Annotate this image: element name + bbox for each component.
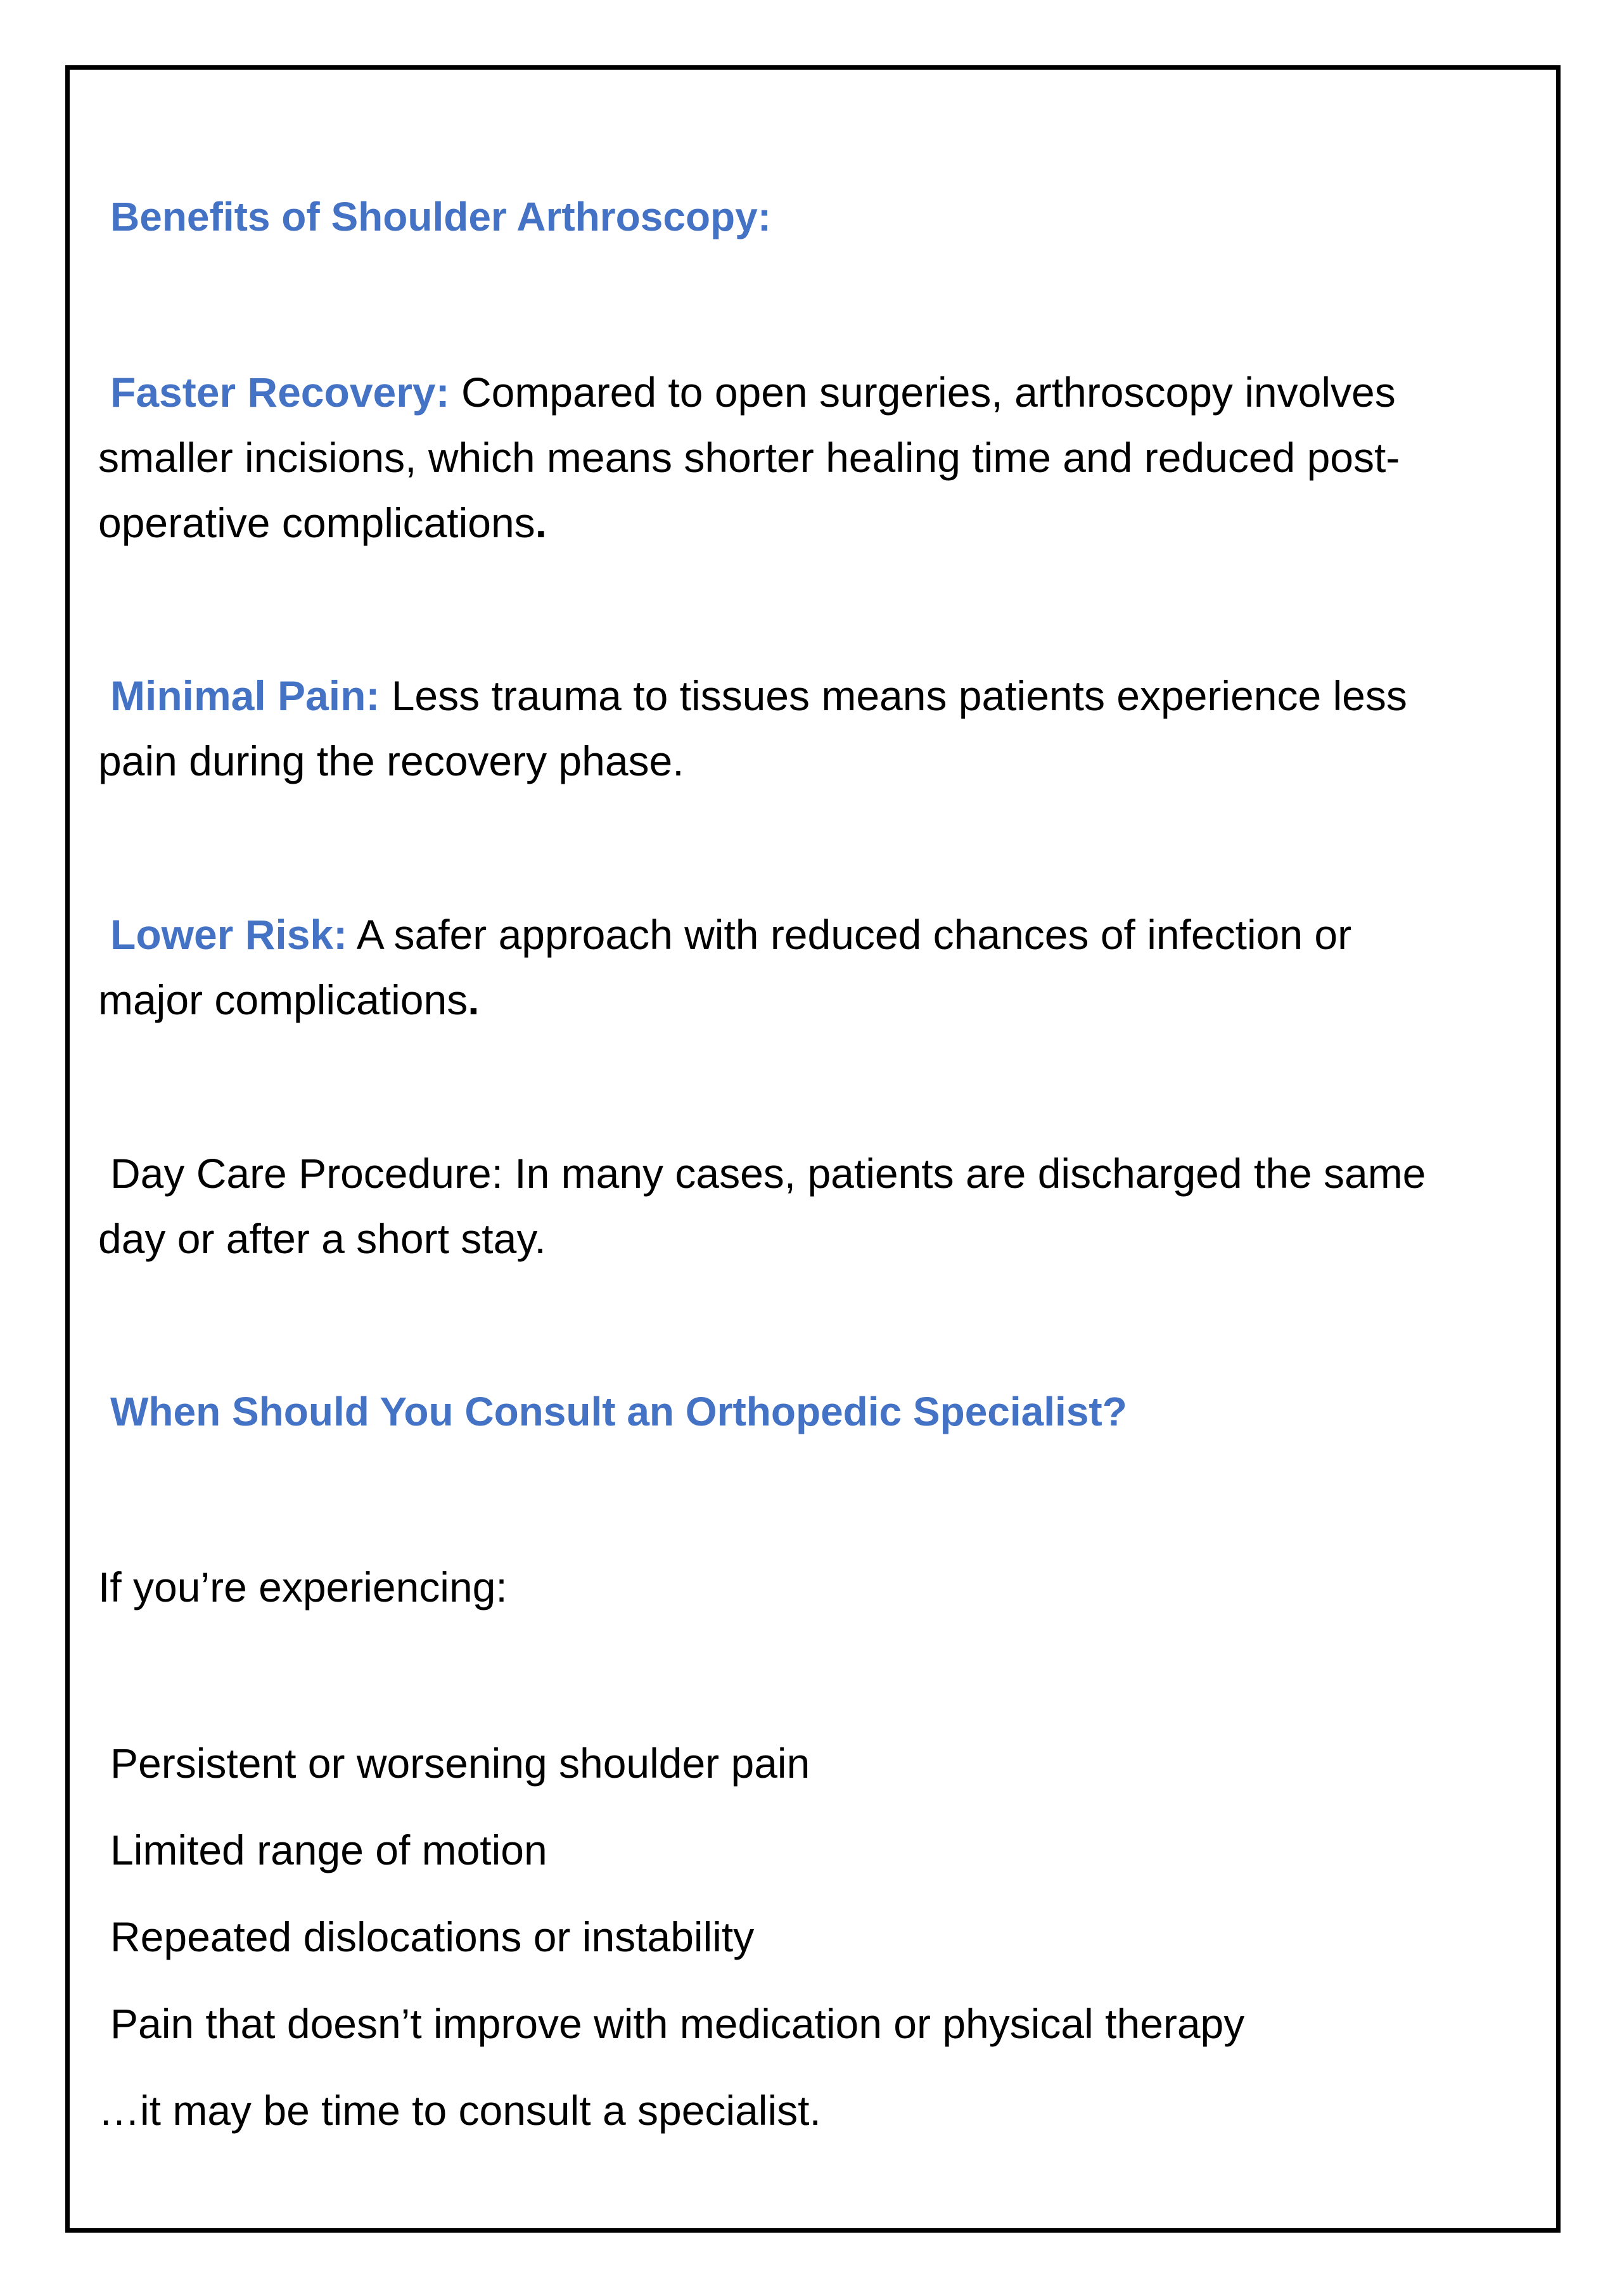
- benefit-faster-recovery-line-1: Faster Recovery: Compared to open surgeries, arthroscopy involves: [110, 369, 1396, 416]
- benefit-label: Faster Recovery:: [110, 369, 450, 416]
- benefit-faster-recovery-line-3: operative complications.: [98, 499, 547, 546]
- benefit-faster-recovery-line-2: smaller incisions, which means shorter healing time and reduced post-: [98, 434, 1400, 481]
- benefit-label: Lower Risk:: [110, 911, 348, 958]
- symptom-list-item: Repeated dislocations or instability: [110, 1913, 755, 1960]
- consult-closing: …it may be time to consult a specialist.: [98, 2087, 821, 2134]
- symptom-list-item: Pain that doesn’t improve with medication or physical therapy: [110, 2000, 1245, 2047]
- benefit-lower-risk-line-1: Lower Risk: A safer approach with reduced chances of infection or: [110, 911, 1352, 958]
- benefit-label: Minimal Pain:: [110, 672, 380, 719]
- benefits-heading: Benefits of Shoulder Arthroscopy:: [110, 194, 772, 239]
- benefit-minimal-pain-line-1: Minimal Pain: Less trauma to tissues means patients experience less: [110, 672, 1407, 719]
- benefit-day-care-line-2: day or after a short stay.: [98, 1215, 546, 1262]
- symptom-list-item: Limited range of motion: [110, 1827, 547, 1873]
- consult-heading: When Should You Consult an Orthopedic Specialist?: [110, 1389, 1127, 1434]
- benefit-minimal-pain-line-2: pain during the recovery phase.: [98, 737, 684, 784]
- symptom-list-item: Persistent or worsening shoulder pain: [110, 1740, 810, 1787]
- benefit-day-care-line-1: Day Care Procedure: In many cases, patients are discharged the same: [110, 1150, 1426, 1197]
- benefit-lower-risk-line-2: major complications.: [98, 976, 480, 1023]
- consult-intro: If you’re experiencing:: [98, 1564, 508, 1610]
